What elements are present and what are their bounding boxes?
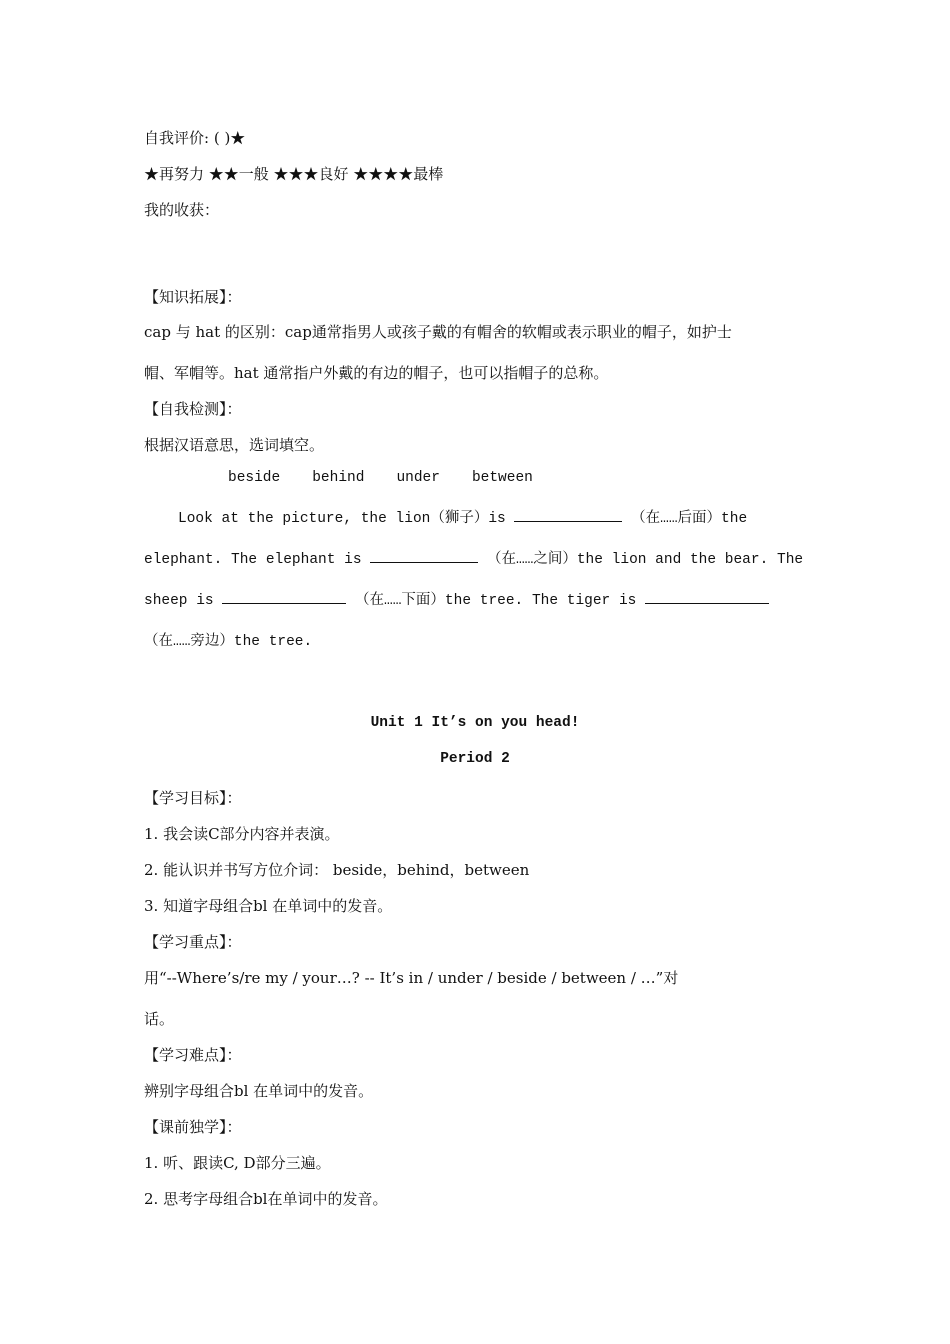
exercise-text: sheep is xyxy=(144,593,214,609)
unit-title: Unit 1 It’s on you head! xyxy=(370,715,580,731)
exercise-line-4: （在……旁边）the tree. xyxy=(144,634,313,650)
goal-item: 2. 能认识并书写方位介词： beside，behind，between xyxy=(144,861,530,879)
word-bank-item: under xyxy=(396,470,440,486)
focus-line-2: 话。 xyxy=(144,1010,175,1028)
word-bank-item: behind xyxy=(312,470,365,486)
knowledge-heading: 【知识拓展】： xyxy=(144,288,242,306)
word-bank-item: beside xyxy=(228,470,281,486)
exercise-text: （在……之间）the lion and the bear. The xyxy=(486,552,804,568)
period-title: Period 2 xyxy=(440,751,510,767)
fill-blank-3[interactable] xyxy=(222,589,346,604)
goal-item: 1. 我会读C部分内容并表演。 xyxy=(144,825,340,843)
word-bank-item: between xyxy=(471,470,533,486)
exercise-text: elephant. The elephant is xyxy=(144,552,362,568)
focus-heading: 【学习重点】： xyxy=(144,933,242,951)
self-test-heading: 【自我检测】： xyxy=(144,400,242,418)
exercise-text: Look at the picture, the lion（狮子）is xyxy=(178,511,506,527)
self-eval-label: 自我评价: ( )★ xyxy=(144,129,246,147)
exercise-line-2 xyxy=(144,547,803,568)
fill-blank-1[interactable] xyxy=(514,507,622,522)
difficulty-heading: 【学习难点】： xyxy=(144,1046,242,1064)
word-bank xyxy=(228,470,565,486)
exercise-line-3 xyxy=(144,588,769,609)
preview-item: 1. 听、跟读C, D部分三遍。 xyxy=(144,1154,331,1172)
exercise-text: （在……下面）the tree. The tiger is xyxy=(355,593,637,609)
goals-heading: 【学习目标】： xyxy=(144,789,242,807)
harvest-label: 我的收获： xyxy=(144,201,220,219)
knowledge-line-1: cap 与 hat 的区别：cap通常指男人或孩子戴的有帽舍的软帽或表示职业的帽子，如护士 xyxy=(144,323,732,341)
self-test-instruction: 根据汉语意思，选词填空。 xyxy=(144,436,325,454)
difficulty-text: 辨别字母组合bl 在单词中的发音。 xyxy=(144,1082,374,1100)
knowledge-line-2: 帽、军帽等。hat 通常指户外戴的有边的帽子，也可以指帽子的总称。 xyxy=(144,364,609,382)
preview-item: 2. 思考字母组合bl在单词中的发音。 xyxy=(144,1190,388,1208)
preview-heading: 【课前独学】： xyxy=(144,1118,242,1136)
focus-line-1: 用“--Where’s/re my / your…? -- It’s in / under / beside / between / …”对 xyxy=(144,969,679,987)
goal-item: 3. 知道字母组合bl 在单词中的发音。 xyxy=(144,897,393,915)
fill-blank-4[interactable] xyxy=(645,589,769,604)
fill-blank-2[interactable] xyxy=(370,548,478,563)
exercise-text: （在……后面）the xyxy=(631,511,748,527)
exercise-line-1 xyxy=(178,506,747,527)
self-eval-scale: ★再努力 ★★一般 ★★★良好 ★★★★最棒 xyxy=(144,165,444,183)
